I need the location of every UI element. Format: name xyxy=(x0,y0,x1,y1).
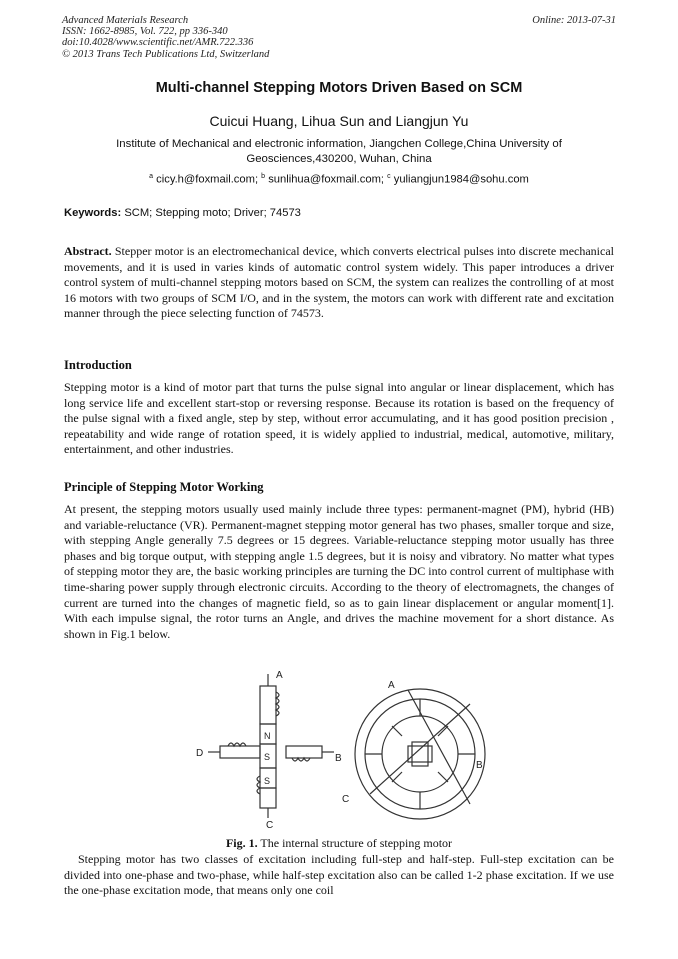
abstract-label: Abstract. xyxy=(64,244,112,258)
abstract-text: Stepper motor is an electromechanical device, which converts electrical pulses into discrete mechanical movements, and it is used in varies kinds of automatic control system widely. This paper introduces a driver control system of multi-channel stepping motors based on SCM, the system can realizes the controlling of at most 16 motors with two groups of SCM I/O, and in the system, the motors can work with different rate and excitation manner through the piece selecting function of 74573. xyxy=(64,244,615,321)
label-d: D xyxy=(196,748,204,759)
affiliation: Institute of Mechanical and electronic information, Jiangchen College,China University of Geosciences,430200, Wuhan, China xyxy=(116,138,562,165)
doi-line[interactable]: doi:10.4028/www.scientific.net/AMR.722.336 xyxy=(62,37,254,49)
principle-heading: Principle of Stepping Motor Working xyxy=(64,480,264,494)
paper-title: Multi-channel Stepping Motors Driven Based on SCM xyxy=(155,80,523,96)
email-a[interactable]: cicy.h@foxmail.com; xyxy=(156,173,259,186)
label-s-center: S xyxy=(264,752,271,762)
copyright-line: © 2013 Trans Tech Publications Ltd, Switzerland xyxy=(62,48,270,60)
authors: Cuicui Huang, Lihua Sun and Liangjun Yu xyxy=(209,113,469,129)
label-n-top: N xyxy=(264,731,271,741)
email-b[interactable]: sunlihua@foxmail.com; xyxy=(268,173,385,186)
issn-line: ISSN: 1662-8985, Vol. 722, pp 336-340 xyxy=(62,26,228,38)
online-date: Online: 2013-07-31 xyxy=(532,15,616,26)
stepping-motor-figure xyxy=(180,664,580,834)
journal-name: Advanced Materials Research xyxy=(62,15,189,26)
label-c-right: C xyxy=(342,794,350,805)
keywords-text: SCM; Stepping moto; Driver; 74573 xyxy=(124,207,301,219)
emails xyxy=(0,173,678,186)
introduction-text: Stepping motor is a kind of motor part that turns the pulse signal into angular or linear displacement, which has long service life and excellent start-stop or reversing response. Because its rotation is based on the frequency of the pulse signal with a fixed angle, step by step, without error accumulating, and it has good position precision , repeatability and wide range of rotation speed, it is widely applied to industrial, medical, automotive, military, entertainment, and other industries. xyxy=(64,380,614,457)
label-c-left: C xyxy=(266,820,274,831)
email-mark-b: b xyxy=(261,173,266,180)
introduction-heading: Introduction xyxy=(64,358,132,372)
email-mark-c: c xyxy=(387,173,391,180)
excitation-text: Stepping motor has two classes of excitation including full-step and half-step. Full-step excitation can be divided into one-phase and two-phase, while half-step excitation also can be called 1-2 phase excitation. If we use the one-phase excitation mode, that means only one coil xyxy=(64,852,614,898)
email-c[interactable]: yuliangjun1984@sohu.com xyxy=(393,173,529,186)
caption-text: The internal structure of stepping motor xyxy=(260,836,453,850)
abstract xyxy=(64,244,614,322)
label-b-right: B xyxy=(476,760,483,771)
keywords xyxy=(64,207,624,219)
label-b-left: B xyxy=(335,753,342,764)
cross-stator-diagram xyxy=(208,674,334,818)
label-a-right: A xyxy=(388,680,395,691)
caption-label: Fig. 1. xyxy=(225,836,258,850)
email-mark-a: a xyxy=(149,173,154,180)
figure-caption xyxy=(0,836,678,851)
principle-text: At present, the stepping motors usually used mainly include three types: permanent-magnet (PM), hybrid (HB) and variable-reluctance (VR). Permanent-magnet stepping motor general has two phases, smaller torque and size, with stepping Angle generally 7.5 degrees or 15 degrees. Variable-reluctance stepping motor usually has three phases and big torque output, with stepping angle 1.5 degrees, but it is noisy and vibratory. No matter what types of stepping motor they are, the basic working principles are turning the DC into control current of multiphase with time-sharing power supply through electronic circuits. According to the theory of electromagnets, the changes of current are turned into the changes of magnetic field, so as to gain linear displacement or angular moment[1]. With each impulse signal, the rotor turns an Angle, and drives the machine movement for a short distance. As shown in Fig.1 below. xyxy=(64,502,614,641)
label-s-bottom: S xyxy=(264,776,271,786)
journal-header xyxy=(62,15,269,60)
round-motor-diagram xyxy=(355,689,485,819)
keywords-label: Keywords: xyxy=(64,207,122,219)
label-a-left: A xyxy=(276,670,283,681)
